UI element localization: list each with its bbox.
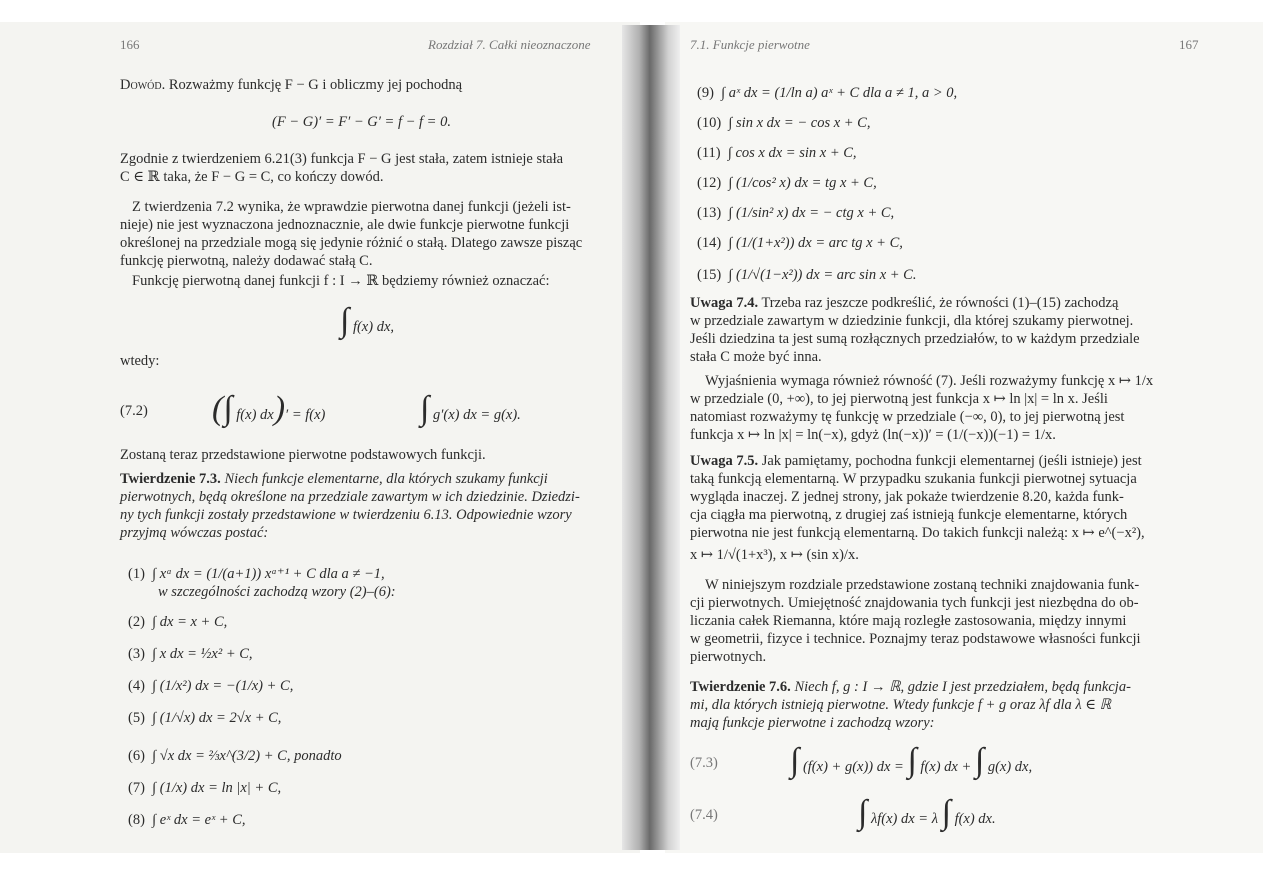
formula-7 [128, 779, 281, 797]
formula-14 [697, 234, 903, 252]
integral-sign-icon: ∫ [974, 742, 985, 779]
formula-number: (8) [128, 812, 145, 828]
equation-7-4-part-b: f(x) dx. [954, 811, 996, 827]
paren-close-icon: ) [273, 390, 286, 427]
intro-line-2: cji pierwotnych. Umiejętność znajdowania tych funkcji jest niezbędna do ob- [690, 595, 1139, 611]
theorem-7-3-text-1: Niech funkcje elementarne, dla których szukamy funkcji [224, 471, 548, 487]
right-page [665, 0, 1263, 893]
equation-integral-notation [340, 304, 394, 338]
integral-sign-icon: ∫ [941, 794, 951, 831]
remark-7-5-line-3: wygląda inaczej. Z jednej strony, jak pokaże twierdzenie 8.20, każda funk- [690, 489, 1124, 505]
intro-line-3: liczania całek Riemanna, które mają rozległe zastosowania, między innymi [690, 613, 1127, 629]
formula-text: ∫ sin x dx = − cos x + C, [728, 115, 871, 131]
page-number-right: 167 [1179, 37, 1199, 52]
paragraph-3: Funkcję pierwotną danej funkcji f : I → ℝ będziemy również oznaczać: [132, 273, 550, 289]
theorem-7-3-label: Twierdzenie 7.3. [120, 471, 221, 487]
theorem-7-6-line-2: mi, dla których istnieją pierwotne. Wtedy funkcje f + g oraz λf dla λ ∈ ℝ [690, 697, 1112, 713]
book-spine-shadow [622, 25, 680, 850]
paragraph-1-line-1: Zgodnie z twierdzeniem 6.21(3) funkcja F − G jest stała, zatem istnieje stała [120, 151, 564, 167]
equation-7-3-part-b: f(x) dx + [920, 759, 972, 775]
formula-3 [128, 645, 253, 663]
explanation-line-2: w przedziale (0, +∞), to jej pierwotną jest funkcja x ↦ ln |x| = ln x. Jeśli [690, 391, 1108, 407]
theorem-7-3-line-2: pierwotnych, będą określone na przedziale zawartym w ich dziedzinie. Dziedzi- [120, 489, 580, 505]
formula-number: (2) [128, 614, 145, 630]
remark-7-4-line-2: w przedziale zawartym w dziedzinie funkcji, dla której szukamy pierwotnej. [690, 313, 1134, 329]
formula-number: (12) [697, 175, 722, 191]
integral-sign-icon: ∫ [420, 390, 430, 427]
top-margin [665, 0, 1263, 22]
formula-text: ∫ aˣ dx = (1/ln a) aˣ + C dla a ≠ 1, a > 0, [721, 85, 958, 101]
equation-7-4 [858, 796, 996, 830]
formula-text: ∫ (1/sin² x) dx = − ctg x + C, [728, 205, 895, 221]
remark-7-4-text-1: Trzeba raz jeszcze podkreślić, że równości (1)–(15) zachodzą [761, 295, 1119, 311]
theorem-7-3-line-1 [120, 470, 548, 488]
paragraph-2-line-2: nieje) nie jest wyznaczona jednoznacznie, ale dwie funkcje pierwotne funkcji [120, 217, 570, 233]
formula-number: (15) [697, 267, 722, 283]
remark-7-4-line-1 [690, 294, 1118, 312]
explanation-line-4: funkcja x ↦ ln |x| = ln(−x), gdyż (ln(−x))′ = (1/(−x))(−1) = 1/x. [690, 427, 1056, 443]
formula-number: (13) [697, 205, 722, 221]
paragraph-1-line-2: C ∈ ℝ taka, że F − G = C, co kończy dowód. [120, 169, 384, 185]
formula-text: ∫ eˣ dx = eˣ + C, [152, 812, 246, 828]
formula-1-note: w szczególności zachodzą wzory (2)–(6): [158, 584, 396, 600]
remark-7-4-label: Uwaga 7.4. [690, 295, 759, 311]
remark-7-5-line-2: taką funkcją elementarną. W przypadku szukania funkcji pierwotnej sytuacja [690, 471, 1137, 487]
explanation-line-3: natomiast rozważymy tę funkcję w przedziale (−∞, 0), to jej pierwotną jest [690, 409, 1125, 425]
remark-7-5-text-1: Jak pamiętamy, pochodna funkcji elementarnej (jeśli istnieje) jest [761, 453, 1142, 469]
equation-7-2a-integrand: f(x) dx [236, 407, 274, 423]
equation-7-3-part-a: (f(x) + g(x)) dx = [802, 759, 904, 775]
page-number-left: 166 [120, 37, 140, 52]
formula-1 [128, 565, 385, 583]
formula-11 [697, 144, 857, 162]
theorem-7-6-line-1 [690, 678, 1131, 696]
running-head-left: Rozdział 7. Całki nieoznaczone [428, 37, 591, 52]
formula-5 [128, 709, 281, 727]
formula-10 [697, 114, 870, 132]
formula-number: (4) [128, 678, 145, 694]
formula-15 [697, 266, 916, 284]
formula-text: ∫ (1/√x) dx = 2√x + C, [152, 710, 282, 726]
formula-13 [697, 204, 894, 222]
equation-7-2a-rhs: = f(x) [291, 407, 326, 423]
formula-number: (5) [128, 710, 145, 726]
formula-number: (6) [128, 748, 145, 764]
formula-2 [128, 613, 227, 631]
intro-line-1: W niniejszym rozdziale przedstawione zostaną techniki znajdowania funk- [705, 577, 1140, 593]
equation-7-2b-text: g′(x) dx = g(x). [432, 407, 521, 423]
integral-sign-icon: ∫ [223, 390, 233, 427]
paragraph-4: Zostaną teraz przedstawione pierwotne podstawowych funkcji. [120, 447, 486, 463]
formula-4 [128, 677, 293, 695]
equation-7-4-part-a: λf(x) dx = λ [870, 811, 938, 827]
formula-12 [697, 174, 877, 192]
formula-text: ∫ x dx = ½x² + C, [152, 646, 253, 662]
integral-sign-icon: ∫ [340, 302, 350, 339]
theorem-7-3-line-4: przyjmą wówczas postać: [120, 525, 269, 541]
remark-7-5-label: Uwaga 7.5. [690, 453, 759, 469]
formula-text: ∫ (1/x) dx = ln |x| + C, [152, 780, 282, 796]
formula-text: ∫ (1/cos² x) dx = tg x + C, [728, 175, 877, 191]
integral-sign-icon: ∫ [907, 742, 917, 779]
formula-number: (7) [128, 780, 145, 796]
integral-sign-icon: ∫ [790, 742, 800, 779]
remark-7-5-line-5: pierwotna nie jest funkcją elementarną. Do takich funkcji należą: x ↦ e^(−x²), [690, 525, 1145, 541]
intro-line-4: w geometrii, fizyce i technice. Poznajmy teraz podstawowe własności funkcji [690, 631, 1141, 647]
formula-text: ∫ √x dx = ⅔x^(3/2) + C, ponadto [152, 748, 342, 764]
remark-7-4-line-3: Jeśli dziedzina ta jest sumą rozłącznych przedziałów, to w każdym przedziale [690, 331, 1140, 347]
paren-open-icon: ( [212, 390, 224, 427]
bottom-margin [0, 853, 640, 893]
theorem-7-3-line-3: ny tych funkcji zostały przedstawione w twierdzeniu 6.13. Odpowiednie wzory [120, 507, 572, 523]
bottom-margin [665, 853, 1263, 893]
formula-text: ∫ dx = x + C, [152, 614, 228, 630]
explanation-line-1: Wyjaśnienia wymaga również równość (7). Jeśli rozważymy funkcję x ↦ 1/x [705, 373, 1154, 389]
theorem-7-6-line-3: mają funkcje pierwotne i zachodzą wzory: [690, 715, 935, 731]
top-margin [0, 0, 640, 22]
formula-text: ∫ (1/√(1−x²)) dx = arc sin x + C. [728, 267, 917, 283]
proof-line [120, 76, 462, 94]
remark-7-5-line-4: cja ciągła ma pierwotną, z drugiej zaś istnieją funkcje elementarne, których [690, 507, 1128, 523]
equation-7-2b [420, 392, 521, 426]
equation-derivative: (F − G)′ = F′ − G′ = f − f = 0. [272, 114, 451, 130]
formula-number: (14) [697, 235, 722, 251]
equation-7-3 [790, 744, 1032, 778]
equation-7-3-part-c: g(x) dx, [987, 759, 1033, 775]
theorem-7-6-label: Twierdzenie 7.6. [690, 679, 791, 695]
remark-7-5-line-6: x ↦ 1/√(1+x³), x ↦ (sin x)/x. [690, 547, 859, 563]
formula-text: ∫ cos x dx = sin x + C, [727, 145, 857, 161]
integral-sign-icon: ∫ [858, 794, 868, 831]
running-head-right: 7.1. Funkcje pierwotne [690, 37, 810, 52]
wtedy-label: wtedy: [120, 353, 160, 369]
equation-7-2a: (∫ f(x) dx)′ = f(x) [212, 390, 326, 427]
paragraph-2-line-3: określonej na przedziale mogą się jedynie różnić o stałą. Dlatego zawsze pisząc [120, 235, 583, 251]
formula-number: (11) [697, 145, 721, 161]
remark-7-4-line-4: stała C może być inna. [690, 349, 822, 365]
formula-6 [128, 747, 342, 765]
formula-number: (9) [697, 85, 714, 101]
formula-text: ∫ (1/(1+x²)) dx = arc tg x + C, [728, 235, 903, 251]
integral-notation-text: f(x) dx, [352, 319, 395, 335]
remark-7-5-line-1 [690, 452, 1142, 470]
formula-text: ∫ xᵃ dx = (1/(a+1)) xᵃ⁺¹ + C dla a ≠ −1, [152, 566, 385, 582]
equation-7-4-label: (7.4) [690, 807, 718, 823]
formula-number: (10) [697, 115, 722, 131]
proof-label: Dowód. [120, 77, 166, 93]
theorem-7-6-text-1: Niech f, g : I → ℝ, gdzie I jest przedziałem, będą funkcja- [794, 679, 1131, 695]
paragraph-2-line-1: Z twierdzenia 7.2 wynika, że wprawdzie pierwotna danej funkcji (jeżeli ist- [132, 199, 571, 215]
paragraph-2-line-4: funkcję pierwotną, należy dodawać stałą C. [120, 253, 373, 269]
proof-text: Rozważmy funkcję F − G i obliczmy jej pochodną [168, 77, 463, 93]
intro-line-5: pierwotnych. [690, 649, 767, 665]
equation-7-3-label: (7.3) [690, 755, 718, 771]
formula-text: ∫ (1/x²) dx = −(1/x) + C, [152, 678, 294, 694]
formula-8 [128, 811, 246, 829]
equation-7-2-label: (7.2) [120, 403, 148, 419]
formula-number: (1) [128, 566, 145, 582]
formula-9 [697, 84, 957, 102]
formula-number: (3) [128, 646, 145, 662]
